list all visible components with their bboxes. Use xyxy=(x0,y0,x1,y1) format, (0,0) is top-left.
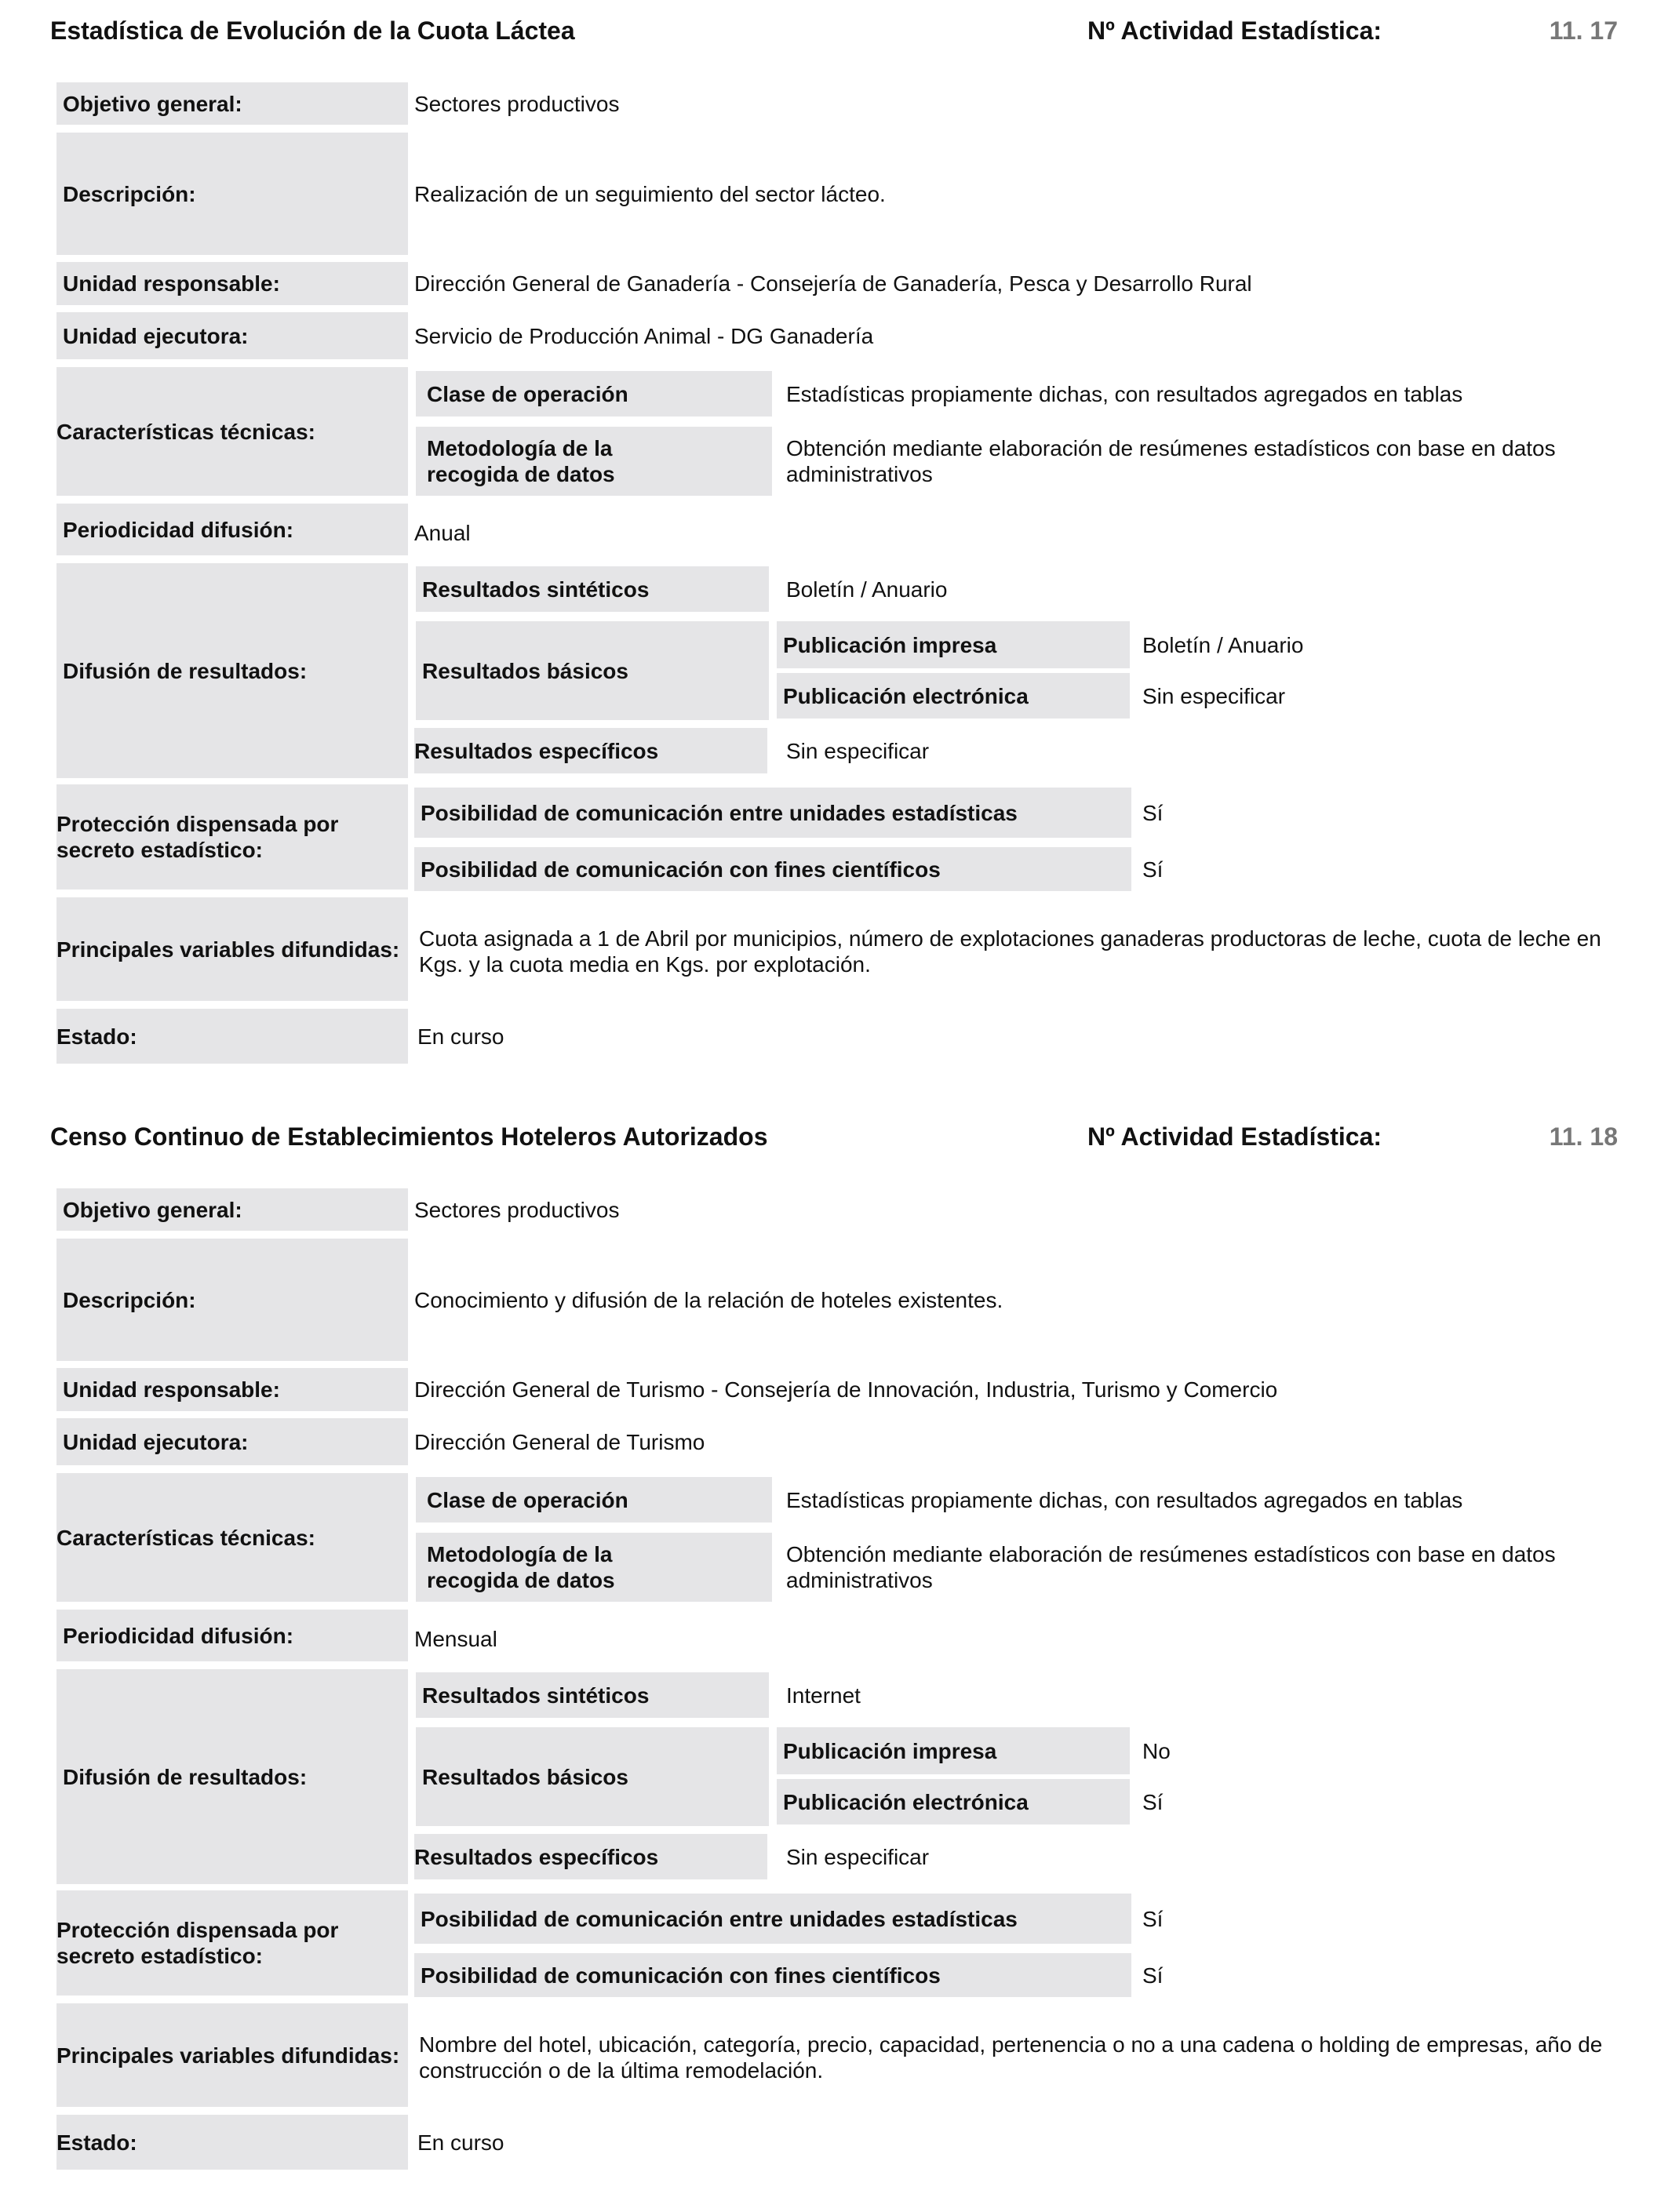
electronica-value: Sin especificar xyxy=(1142,683,1286,708)
sinteticos-value: Boletín / Anuario xyxy=(786,577,948,602)
clase-operacion-value: Estadísticas propiamente dichas, con resultados agregados en tablas xyxy=(786,1487,1463,1512)
clase-operacion-label: Clase de operación xyxy=(416,371,772,417)
activity-number: 11. 18 xyxy=(1549,1122,1618,1151)
estado-label: Estado: xyxy=(56,2115,408,2170)
comunicacion-unidades-label: Posibilidad de comunicación entre unidades estadísticas xyxy=(414,1894,1131,1944)
difusion-label: Difusión de resultados: xyxy=(56,563,408,778)
impresa-value: No xyxy=(1142,1738,1171,1763)
unidad-responsable-label: Unidad responsable: xyxy=(56,1368,408,1411)
descripcion-label: Descripción: xyxy=(56,1239,408,1361)
comunicacion-unidades-value: Sí xyxy=(1142,1906,1164,1931)
especificos-value: Sin especificar xyxy=(786,1844,930,1869)
variables-label: Principales variables difundidas: xyxy=(56,897,408,1001)
metodologia-value: Obtención mediante elaboración de resúmenes estadísticos con base en datos administrativos xyxy=(786,1542,1556,1592)
comunicacion-cientificos-label: Posibilidad de comunicación con fines científicos xyxy=(414,847,1131,891)
unidad-responsable-label: Unidad responsable: xyxy=(56,262,408,305)
descripcion-label: Descripción: xyxy=(56,133,408,255)
proteccion-label: Protección dispensada por secreto estadístico: xyxy=(56,784,408,890)
sinteticos-value: Internet xyxy=(786,1683,861,1708)
record-sheet-2 xyxy=(0,1106,1668,2212)
metodologia-label: Metodología de la recogida de datos xyxy=(416,1533,772,1602)
difusion-label: Difusión de resultados: xyxy=(56,1669,408,1884)
descripcion-value: Realización de un seguimiento del sector lácteo. xyxy=(414,181,886,206)
comunicacion-cientificos-value: Sí xyxy=(1142,1963,1164,1988)
variables-value: Cuota asignada a 1 de Abril por municipios, número de explotaciones ganaderas productoras de leche, cuota de leche en Kgs. y la cuota media en Kgs. por explotación. xyxy=(419,926,1601,977)
periodicidad-value: Mensual xyxy=(414,1626,497,1651)
basicos-label: Resultados básicos xyxy=(416,621,769,720)
caracteristicas-label: Características técnicas: xyxy=(56,1473,408,1602)
unidad-ejecutora-value: Dirección General de Turismo xyxy=(414,1429,705,1454)
objetivo-value: Sectores productivos xyxy=(414,1197,620,1222)
impresa-value: Boletín / Anuario xyxy=(1142,632,1304,657)
estado-value: En curso xyxy=(417,2130,504,2155)
comunicacion-cientificos-value: Sí xyxy=(1142,857,1164,882)
metodologia-label: Metodología de la recogida de datos xyxy=(416,427,772,496)
objetivo-value: Sectores productivos xyxy=(414,91,620,116)
activity-number: 11. 17 xyxy=(1549,16,1618,45)
especificos-label: Resultados específicos xyxy=(414,728,767,773)
especificos-label: Resultados específicos xyxy=(414,1834,767,1879)
periodicidad-label: Periodicidad difusión: xyxy=(56,1610,408,1661)
objetivo-label: Objetivo general: xyxy=(56,1188,408,1231)
record-title: Estadística de Evolución de la Cuota Láctea xyxy=(50,16,575,45)
record-title: Censo Continuo de Establecimientos Hoteleros Autorizados xyxy=(50,1122,768,1151)
comunicacion-unidades-label: Posibilidad de comunicación entre unidades estadísticas xyxy=(414,788,1131,838)
periodicidad-value: Anual xyxy=(414,520,471,545)
clase-operacion-label: Clase de operación xyxy=(416,1477,772,1523)
periodicidad-label: Periodicidad difusión: xyxy=(56,504,408,555)
estado-label: Estado: xyxy=(56,1009,408,1064)
especificos-value: Sin especificar xyxy=(786,738,930,763)
caracteristicas-label: Características técnicas: xyxy=(56,367,408,496)
impresa-label: Publicación impresa xyxy=(777,1727,1130,1774)
variables-value: Nombre del hotel, ubicación, categoría, precio, capacidad, pertenencia o no a una cadena o holding de empresas, año de construcción o de la última remodelación. xyxy=(419,2032,1603,2083)
unidad-responsable-value: Dirección General de Ganadería - Consejería de Ganadería, Pesca y Desarrollo Rural xyxy=(414,271,1252,296)
unidad-ejecutora-label: Unidad ejecutora: xyxy=(56,1418,408,1465)
clase-operacion-value: Estadísticas propiamente dichas, con resultados agregados en tablas xyxy=(786,381,1463,406)
estado-value: En curso xyxy=(417,1024,504,1049)
proteccion-label: Protección dispensada por secreto estadístico: xyxy=(56,1890,408,1996)
unidad-ejecutora-label: Unidad ejecutora: xyxy=(56,312,408,359)
impresa-label: Publicación impresa xyxy=(777,621,1130,668)
comunicacion-cientificos-label: Posibilidad de comunicación con fines científicos xyxy=(414,1953,1131,1997)
descripcion-value: Conocimiento y difusión de la relación de hoteles existentes. xyxy=(414,1287,1003,1312)
electronica-label: Publicación electrónica xyxy=(777,673,1130,719)
comunicacion-unidades-value: Sí xyxy=(1142,800,1164,825)
unidad-responsable-value: Dirección General de Turismo - Consejería de Innovación, Industria, Turismo y Comercio xyxy=(414,1377,1278,1402)
electronica-label: Publicación electrónica xyxy=(777,1779,1130,1825)
variables-label: Principales variables difundidas: xyxy=(56,2003,408,2107)
metodologia-value: Obtención mediante elaboración de resúmenes estadísticos con base en datos administrativos xyxy=(786,436,1556,486)
activity-label: Nº Actividad Estadística: xyxy=(1087,16,1382,45)
unidad-ejecutora-value: Servicio de Producción Animal - DG Ganadería xyxy=(414,323,874,348)
sinteticos-label: Resultados sintéticos xyxy=(416,566,769,612)
basicos-label: Resultados básicos xyxy=(416,1727,769,1826)
sinteticos-label: Resultados sintéticos xyxy=(416,1672,769,1718)
electronica-value: Sí xyxy=(1142,1789,1164,1814)
activity-label: Nº Actividad Estadística: xyxy=(1087,1122,1382,1151)
objetivo-label: Objetivo general: xyxy=(56,82,408,125)
